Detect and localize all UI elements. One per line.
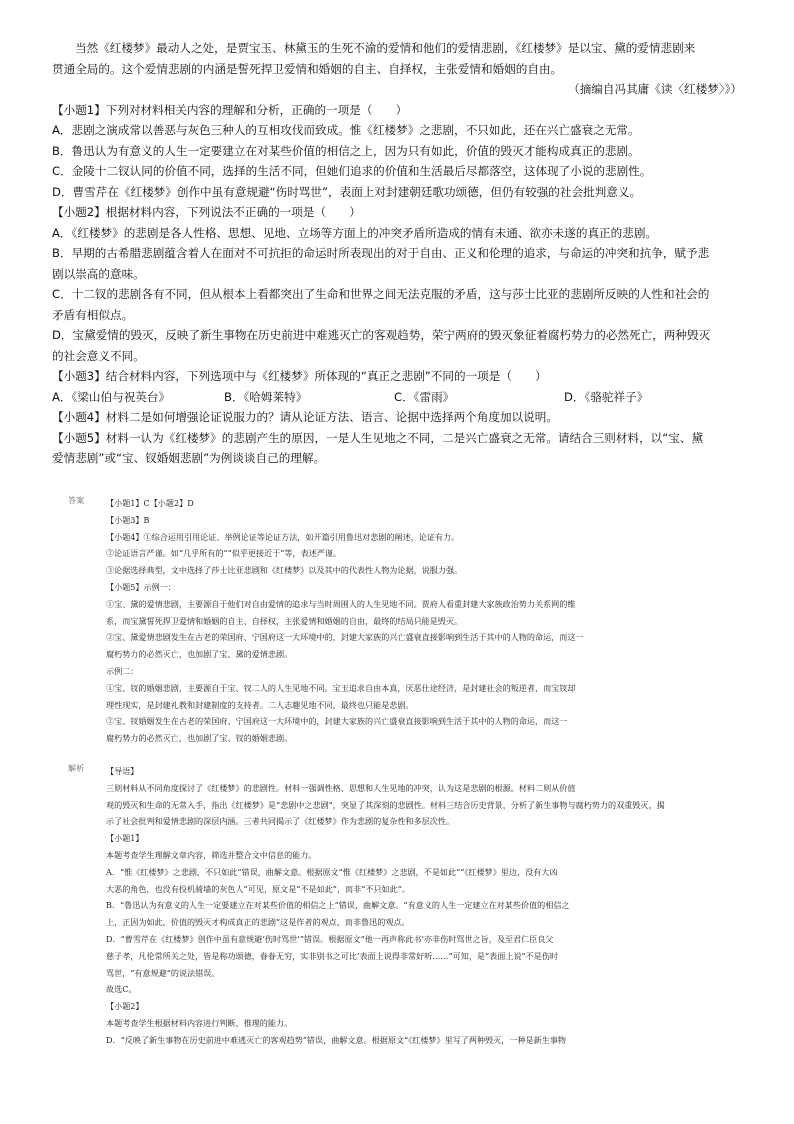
question-3-option-c: C．《雷雨》 [394, 389, 455, 404]
answer-line: 系，而宝黛誓死捍卫爱情和婚姻的自主、自择权，主张爱情和婚姻的自由，最终的结局只能是毁灭。 [106, 615, 463, 626]
material-line: 贯通全局的。这个爱情悲剧的内涵是誓死捍卫爱情和婚姻的自主、自择权，主张爱情和婚姻的自由。 [52, 61, 563, 76]
analysis-line: D．“反映了新生事物在历史前进中难逃灭亡的客观趋势”错误，曲解文意。根据原文“《红楼梦》里写了两种毁灭，一种是新生事物 [106, 1034, 567, 1045]
question-2-option-c: C．十二钗的悲剧各有不同，但从根本上看都突出了生命和世界之间无法克服的矛盾，这与莎士比亚的悲剧所反映的人性和社会的 [52, 287, 710, 301]
analysis-line: 本题考查学生根据材料内容进行判断、推理的能力。 [106, 1017, 293, 1028]
analysis-line: B．“鲁迅认为有意义的人生一定要建立在对某些价值的相信之上”错误，曲解文意。“有意义的人生一定建立在对某些价值的相信之 [106, 900, 570, 911]
answer-line: 【小题3】B [106, 514, 150, 525]
question-5-stem-cont: 爱情悲剧”或“宝、钗婚姻悲剧”为例谈谈自己的理解。 [52, 451, 326, 465]
answer-line: 腐朽势力的必然灭亡，也加剧了宝、钗的婚姻悲剧。 [106, 733, 293, 744]
answer-line: 示例二： [106, 665, 139, 676]
analysis-line: 【导语】 [106, 765, 139, 776]
analysis-line: 骂世，“有意规避”的说法错误。 [106, 967, 220, 978]
answer-line: 【小题4】①综合运用引用论证、举例论证等论证方法，如开篇引用鲁迅对悲剧的阐述，论证有力。 [106, 531, 460, 542]
question-3-option-d: D．《骆驼祥子》 [564, 389, 649, 404]
question-2-option-b: B．早期的古希腊悲剧蕴含着人在面对不可抗拒的命运时所表现出的对于自由、正义和伦理的追求，与命运的冲突和抗争，赋予悲 [52, 246, 710, 260]
answer-tag: 答案 [68, 495, 85, 505]
analysis-line: 三则材料从不同角度探讨了《红楼梦》的悲剧性。材料一强调性格、思想和人生见地的冲突，认为这是悲剧的根源。材料二则从价值 [106, 782, 576, 793]
answer-line: ②论证语言严谨。如“几乎所有的”“似乎更接近于”等，表述严谨。 [106, 548, 342, 559]
question-2-option-b-cont: 剧以崇高的意味。 [52, 266, 145, 281]
material-line: 当然《红楼梦》最动人之处，是贾宝玉、林黛玉的生死不渝的爱情和他们的爱情悲剧，《红楼梦》是以宝、黛的爱情悲剧来 [75, 41, 696, 55]
question-1-option-c: C．金陵十二钗认同的价值不同，选择的生活不同，但她们追求的价值和生活最后尽都落空，这体现了小说的悲剧性。 [52, 164, 652, 178]
analysis-line: 【小题1】 [106, 833, 144, 844]
question-3-stem: 【小题3】结合材料内容，下列选项中与《红楼梦》所体现的“真正之悲剧”不同的一项是（ ） [52, 369, 547, 383]
question-1-option-a: A．悲剧之演成常以善恶与灰色三种人的互相攻伐而致成。惟《红楼梦》之悲剧，不只如此，还在兴亡盛衰之无常。 [52, 123, 640, 137]
question-1-option-b: B．鲁迅认为有意义的人生一定要建立在对某些价值的相信之上，因为只有如此，价值的毁灭才能构成真正的悲剧。 [52, 143, 640, 158]
answer-line: 【小题5】示例一： [106, 581, 176, 592]
question-1-stem: 【小题1】下列对材料相关内容的理解和分析，正确的一项是（ ） [52, 102, 408, 117]
analysis-line: 上，正因为如此，价值的毁灭才构成真正的悲剧”这是作者的观点，而非鲁迅的观点。 [106, 917, 410, 928]
question-4-stem: 【小题4】材料二是如何增强论证说服力的？请从论证方法、语言、论据中选择两个角度加以说明。 [52, 410, 558, 424]
question-3-options [52, 387, 742, 408]
question-2-option-a: A．《红楼梦》的悲剧是各人性格、思想、见地、立场等方面上的冲突矛盾所造成的情有未通、欲亦未遂的真正的悲剧。 [52, 225, 658, 240]
analysis-line: D．“曹雪芹在《红楼梦》创作中虽有意规避‘伤时骂世’”错误。根据原文“他一再声称此书‘亦非伤时骂世之旨，及至君仁臣良父 [106, 933, 554, 944]
question-2-option-d: D．宝黛爱情的毁灭，反映了新生事物在历史前进中难逃灭亡的客观趋势，荣宁两府的毁灭象征着腐朽势力的必然死亡，两种毁灭 [52, 328, 711, 342]
answer-section [68, 495, 728, 1049]
analysis-line: 示了社会批判和爱情悲剧的深层内涵。三者共同揭示了《红楼梦》作为悲剧的复杂性和多层次性。 [106, 816, 455, 827]
question-3-option-a: A．《梁山伯与祝英台》 [52, 389, 171, 404]
answer-line: 【小题1】C【小题2】D [106, 498, 194, 508]
analysis-line: 故选C。 [106, 984, 137, 995]
question-2-option-d-cont: 的社会意义不同。 [52, 348, 145, 363]
answer-line: ②宝、黛爱情悲剧发生在古老的荣国府、宁国府这一大环境中的，封建大家族的兴亡盛衰直接影响到生活于其中的人物的命运，而这一 [106, 632, 584, 643]
question-2-option-c-cont: 矛盾有相似点。 [52, 307, 134, 322]
material-source: （摘编自冯其庸《读〈红楼梦〉》） [568, 82, 742, 96]
answer-block [68, 495, 728, 747]
answer-line: ②宝、钗婚姻发生在古老的荣国府、宁国府这一大环境中的，封建大家族的兴亡盛衰直接影响到生活于其中的人物的命运，而这一 [106, 716, 568, 727]
answer-line: 腐朽势力的必然灭亡，也加剧了宝、黛的爱情悲剧。 [106, 649, 293, 660]
question-section [52, 38, 742, 469]
analysis-line: 观的毁灭和生命的无常入手，指出《红楼梦》是“悲剧中之悲剧”，突显了其深刻的悲剧性。材料三结合历史背景，分析了新生事物与腐朽势力的双重毁灭，揭 [106, 799, 665, 810]
analysis-line: 【小题2】 [106, 1001, 144, 1012]
question-2-stem: 【小题2】根据材料内容，下列说法不正确的一项是（ ） [52, 205, 361, 219]
analysis-tag: 解析 [68, 762, 85, 773]
analysis-line: 本题考查学生理解文章内容，筛选并整合文中信息的能力。 [106, 849, 317, 860]
question-5-stem: 【小题5】材料一认为《红楼梦》的悲剧产生的原因，一是人生见地之不同，二是兴亡盛衰之无常。请结合三则材料，以“宝、黛 [52, 430, 704, 445]
answer-line: ③论据选择典型，文中选择了莎士比亚悲剧和《红楼梦》以及其中的代表性人物为论据，说服力强。 [106, 565, 463, 576]
analysis-line: A．“惟《红楼梦》之悲剧，不只如此”错误，曲解文意。根据原文“惟《红楼梦》之悲剧，不是如此”“《红楼梦》里边，没有大凶 [106, 866, 558, 877]
analysis-line: 慈子孝，凡伦常所关之处，皆是称功颂德，眷眷无穷，实非别书之可比’表面上说得非常好听……”可知，是“表面上说”不是伤时 [106, 950, 559, 961]
analysis-line: 大恶的角色，也没有投机骑墙的灰色人”可见，原文是“不是如此”，而非“不只如此”。 [106, 883, 410, 894]
question-3-option-b: B．《哈姆莱特》 [224, 389, 308, 404]
answer-line: ①宝、黛的爱情悲剧，主要源自于他们对自由爱情的追求与当时周围人的人生见地不同。贾府人看重封建大家族政治势力关系网的维 [106, 598, 576, 609]
analysis-block [68, 763, 728, 1049]
answer-line: ①宝、钗的婚姻悲剧，主要源自于宝、钗二人的人生见地不同。宝玉追求自由本真，厌恶仕途经济，是封建社会的叛逆者，而宝钗却 [106, 682, 576, 693]
question-1-option-d: D．曹雪芹在《红楼梦》创作中虽有意规避“伤时骂世”，表面上对封建朝廷歌功颂德，但仍有较强的社会批判意义。 [52, 184, 642, 199]
answer-line: 理性现实，是封建礼教和封建制度的支持者。二人志趣见地不同，最终也只能是悲剧。 [106, 699, 414, 710]
